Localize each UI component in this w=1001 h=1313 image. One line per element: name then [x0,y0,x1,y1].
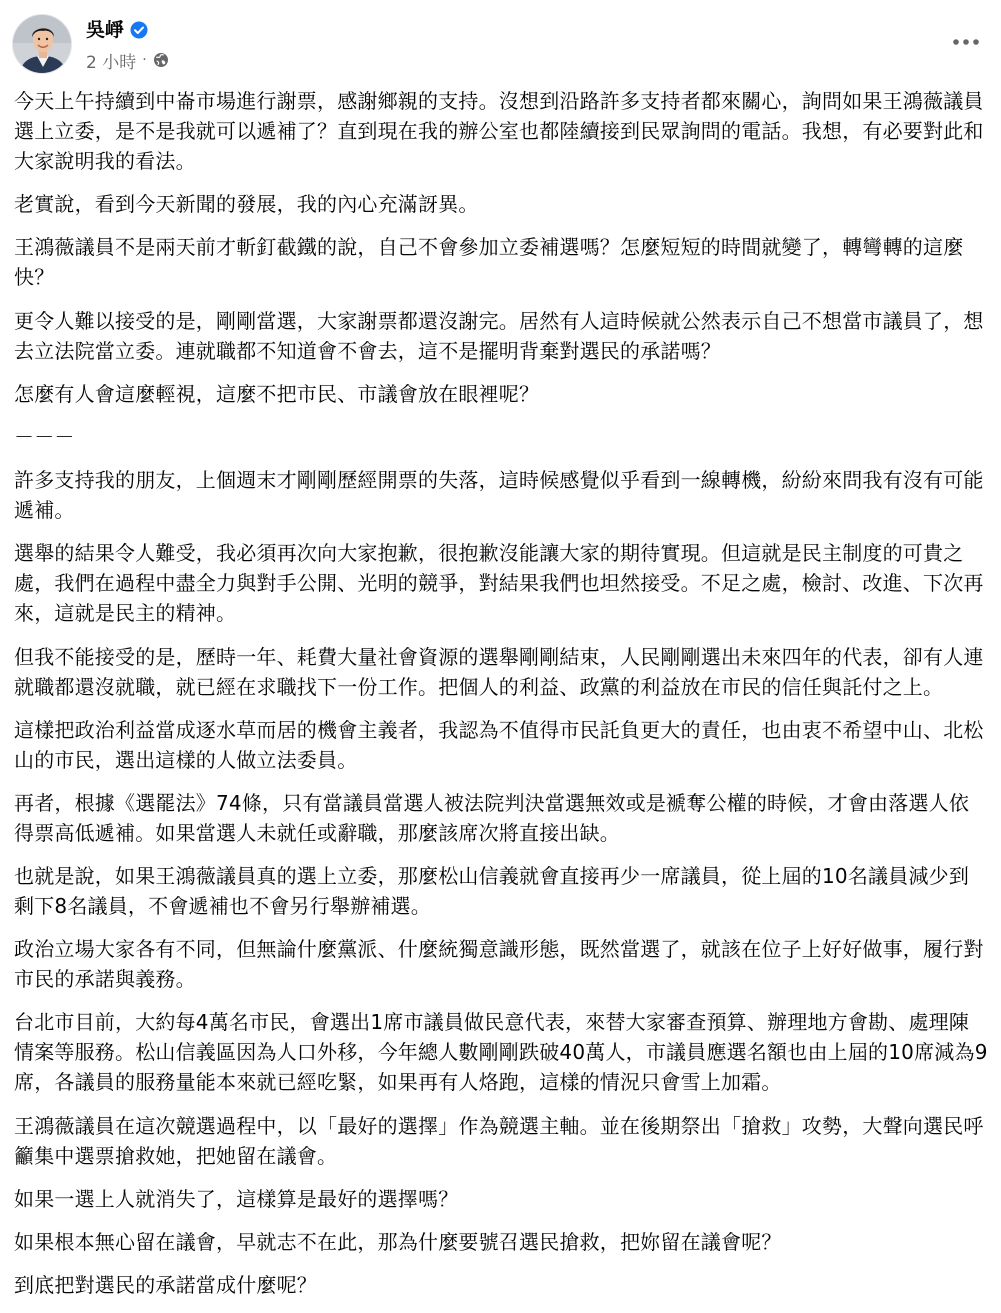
post-paragraph: 再者，根據《選罷法》74條，只有當議員當選人被法院判決當選無效或是褫奪公權的時候，才會由落選人依得票高低遞補。如果當選人未就任或辭職，那麼該席次將直接出缺。 [14,790,970,845]
post-divider: －－－ [14,424,75,449]
verified-badge-icon [130,21,148,39]
post-paragraph: 許多支持我的朋友，上個週末才剛剛歷經開票的失落，這時候感覺似乎看到一線轉機，紛紛來問我有沒有可能遞補。 [14,468,984,523]
post-paragraph: 選舉的結果令人難受，我必須再次向大家抱歉，很抱歉沒能讓大家的期待實現。但這就是民主制度的可貴之處，我們在過程中盡全力與對手公開、光明的競爭，對結果我們也坦然接受。不足之處，檢討、改進、下次再來，這就是民主的精神。 [14,541,984,626]
post-paragraph: 王鴻薇議員不是兩天前才斬釘截鐵的說，自己不會參加立委補選嗎？怎麼短短的時間就變了，轉彎轉的這麼快？ [14,235,964,290]
avatar-portrait [13,15,72,74]
post-body [14,86,989,1313]
meta-separator: · [142,52,147,68]
post-paragraph: 王鴻薇議員在這次競選過程中，以「最好的選擇」作為競選主軸。並在後期祭出「搶救」攻勢，大聲向選民呼籲集中選票搶救她，把她留在議會。 [14,1113,984,1168]
post-header [12,14,992,76]
post-paragraph: 但我不能接受的是，歷時一年、耗費大量社會資源的選舉剛剛結束，人民剛剛選出未來四年的代表，卻有人連就職都還沒就職，就已經在求職找下一份工作。把個人的利益、政黨的利益放在市民的信任與託付之上。 [14,644,984,699]
more-options-button[interactable] [948,28,984,56]
post-paragraph: 如果根本無心留在議會，早就志不在此，那為什麼要號召選民搶救，把妳留在議會呢？ [14,1230,782,1254]
post-paragraph: 今天上午持續到中崙市場進行謝票，感謝鄉親的支持。沒想到沿路許多支持者都來關心，詢問如果王鴻薇議員選上立委，是不是我就可以遞補了？直到現在我的辦公室也都陸續接到民眾詢問的電話。我想，有必要對此和大家說明我的看法。 [14,89,984,173]
more-options-icon [952,38,980,46]
post-paragraph: 台北市目前，大約每4萬名市民，會選出1席市議員做民意代表，來替大家審查預算、辦理地方會勘、處理陳情案等服務。松山信義區因為人口外移，今年總人數剛剛跌破40萬人，市議員應選名額也由上屆的10席減為9席，各議員的服務量能本來就已經吃緊，如果再有人烙跑，這樣的情況只會雪上加霜。 [14,1010,988,1095]
post-paragraph: 怎麼有人會這麼輕視，這麼不把市民、市議會放在眼裡呢？ [14,381,540,406]
author-line [86,16,148,44]
author-name[interactable]: 吳崢 [86,19,125,41]
post-timestamp[interactable]: 2 小時 [86,52,137,73]
post-paragraph: 更令人難以接受的是，剛剛當選，大家謝票都還沒謝完。居然有人這時候就公然表示自己不想當市議員了，想去立法院當立委。連就職都不知道會不會去，這不是擺明背棄對選民的承諾嗎？ [14,308,984,363]
post-paragraph: 也就是說，如果王鴻薇議員真的選上立委，那麼松山信義就會直接再少一席議員，從上屆的10名議員減少到剩下8名議員，不會遞補也不會另行舉辦補選。 [14,864,970,919]
post-paragraph: 政治立場大家各有不同，但無論什麼黨派、什麼統獨意識形態，既然當選了，就該在位子上好好做事，履行對市民的承諾與義務。 [14,937,984,992]
post-paragraph: 到底把對選民的承諾當成什麼呢？ [14,1273,317,1298]
globe-icon[interactable] [153,52,169,68]
post-paragraph: 如果一選上人就消失了，這樣算是最好的選擇嗎？ [14,1186,459,1211]
post-paragraph: 這樣把政治利益當成逐水草而居的機會主義者，我認為不值得市民託負更大的責任，也由衷不希望中山、北松山的市民，選出這樣的人做立法委員。 [14,717,984,772]
avatar[interactable] [12,14,72,74]
post-meta [86,48,169,72]
post-paragraph: 老實說，看到今天新聞的發展，我的內心充滿訝異。 [14,192,479,217]
